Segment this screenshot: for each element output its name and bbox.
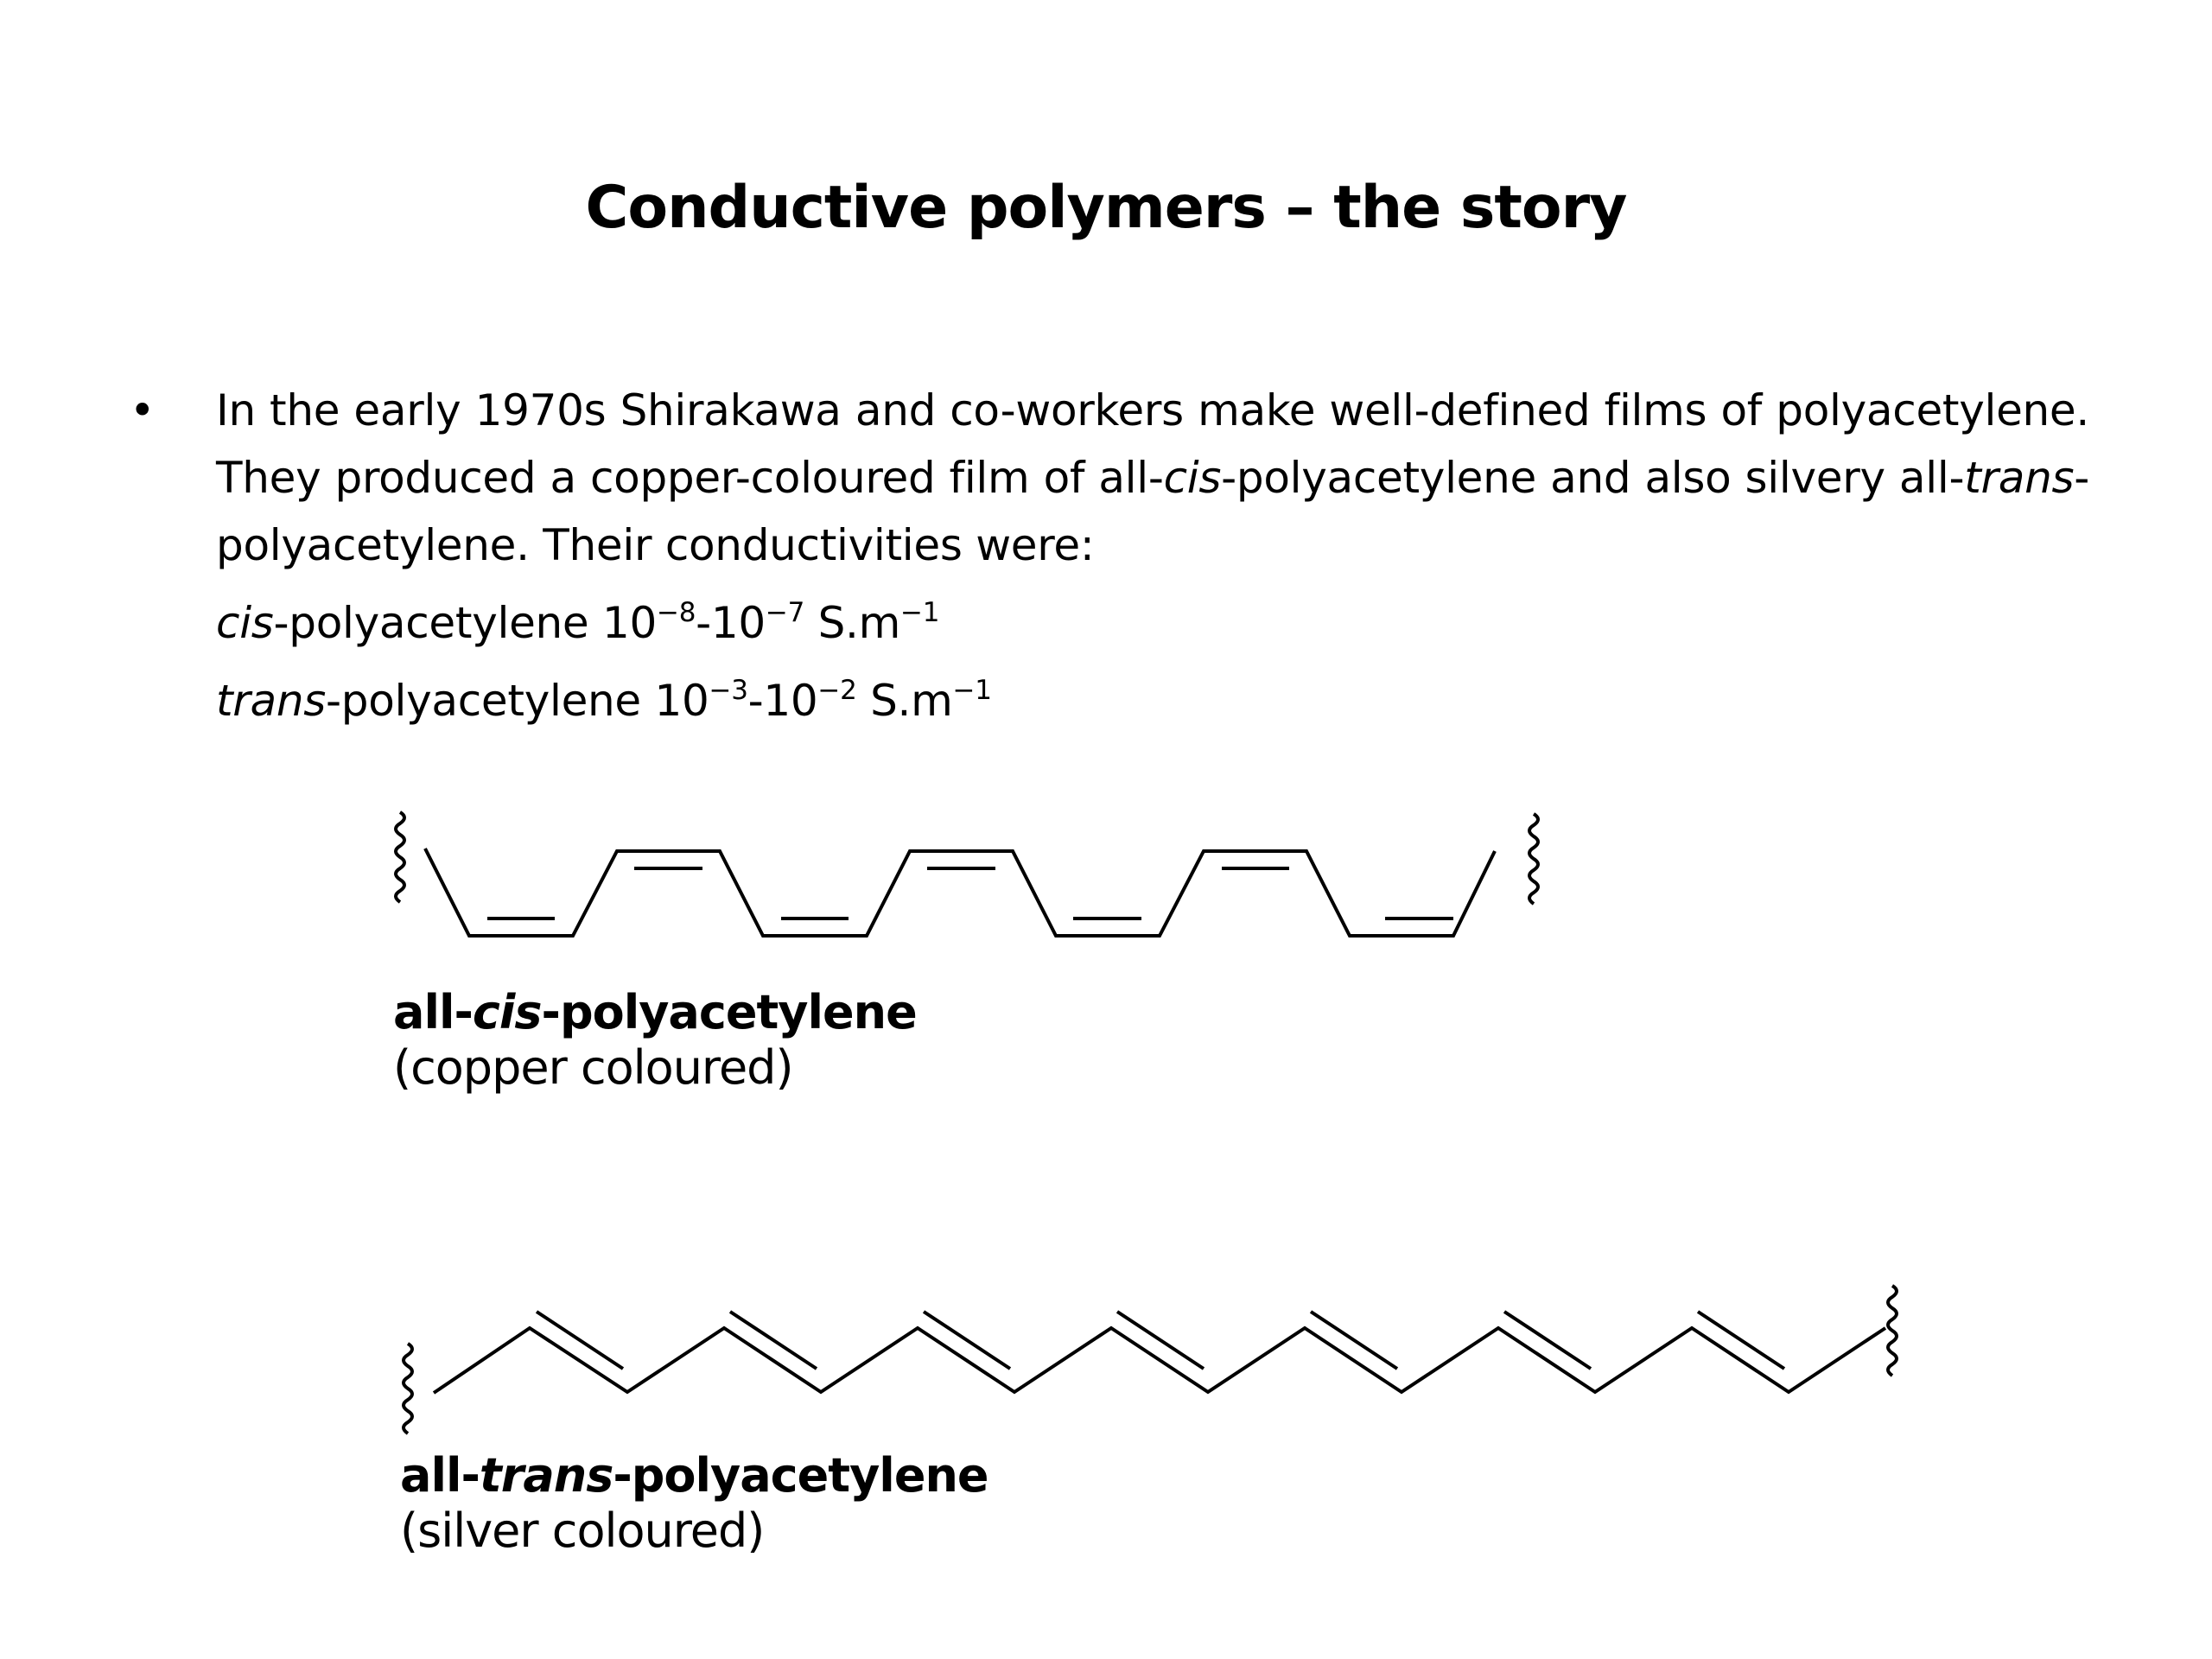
trans-name-suffix: -polyacetylene — [613, 1448, 988, 1503]
conductivity-trans-exp-high: −2 — [817, 675, 857, 706]
cis-backbone — [425, 849, 1495, 936]
conductivity-trans-unit-exp: −1 — [952, 675, 992, 706]
trans-wavy-end-right — [1888, 1286, 1897, 1376]
conductivity-cis-label: -polyacetylene 10 — [273, 598, 658, 648]
conductivity-trans-label: -polyacetylene 10 — [326, 676, 709, 726]
conductivity-cis-exp-low: −8 — [657, 597, 696, 628]
bullet-text-part-1: In the early 1970s Shirakawa and co-workers make well-defined films of polyacetylene. They produced a copper-coloured film of all- — [216, 385, 2089, 503]
cis-structure-caption — [393, 985, 917, 1096]
bullet-text-part-3: -polyacetylene. Their conductivities were: — [216, 453, 2089, 570]
trans-polyacetylene-structure — [404, 1286, 1897, 1433]
trans-structure-caption — [400, 1448, 988, 1559]
trans-structure-colour: (silver coloured) — [400, 1503, 765, 1558]
bullet-text-part-2: -polyacetylene and also silvery all- — [1221, 453, 1965, 503]
bullet-text-trans: trans — [1964, 453, 2075, 503]
cis-structure-colour: (copper coloured) — [393, 1040, 793, 1095]
trans-wavy-end-left — [404, 1344, 412, 1433]
conductivity-trans-dash: -10 — [747, 676, 818, 726]
conductivity-trans-exp-low: −3 — [709, 675, 748, 706]
cis-wavy-end-right — [1529, 814, 1538, 904]
conductivity-trans-unit: S.m — [856, 676, 953, 726]
slide-title: Conductive polymers – the story — [585, 174, 1627, 242]
cis-name-isomer: cis — [472, 985, 542, 1039]
conductivity-cis-dash: -10 — [696, 598, 766, 648]
conductivity-cis-unit-exp: −1 — [900, 597, 940, 628]
bullet-text-cis: cis — [1163, 453, 1222, 503]
trans-name-isomer: trans — [479, 1448, 613, 1503]
cis-name-prefix: all- — [393, 985, 473, 1039]
trans-structure-name — [400, 1448, 988, 1503]
conductivity-trans-isomer: trans — [216, 676, 327, 726]
conductivity-cis-unit: S.m — [804, 598, 901, 648]
trans-name-prefix: all- — [400, 1448, 480, 1503]
cis-polyacetylene-structure — [396, 812, 1538, 936]
cis-structure-name — [393, 985, 917, 1040]
cis-wavy-end-left — [396, 812, 404, 902]
bullet-marker: • — [130, 385, 156, 435]
conductivity-cis-isomer: cis — [216, 598, 274, 648]
conductivity-cis-exp-high: −7 — [765, 597, 804, 628]
cis-name-suffix: -polyacetylene — [541, 985, 917, 1039]
